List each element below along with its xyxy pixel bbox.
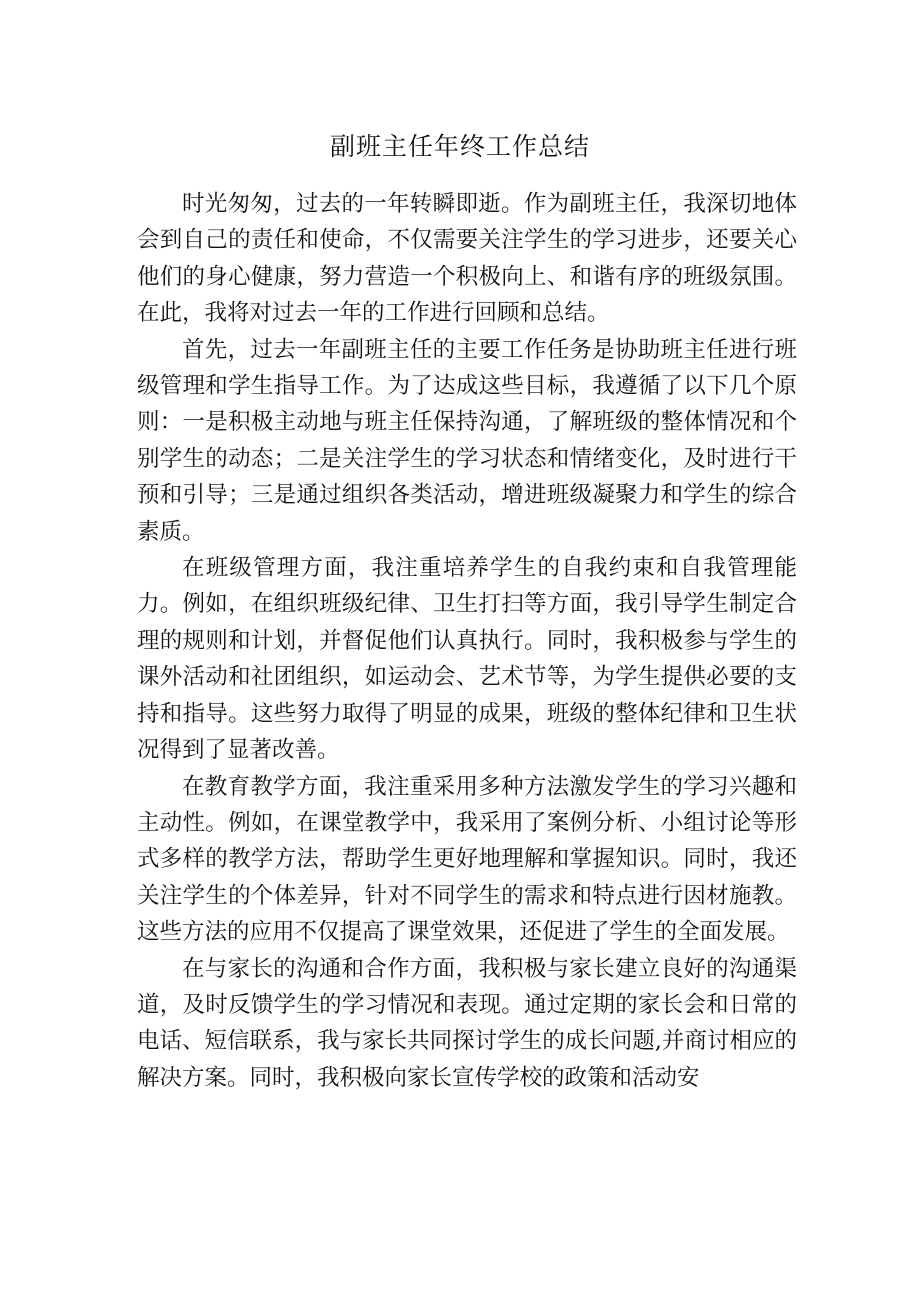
- document-title: 副班主任年终工作总结: [329, 132, 590, 161]
- paragraph-3: 在班级管理方面，我注重培养学生的自我约束和自我管理能力。例如，在组织班级纪律、卫生打扫等方面，我引导学生制定合理的规则和计划，并督促他们认真执行。同时，我积极参与学生的课外活动和社团组织，如运动会、艺术节等，为学生提供必要的支持和指导。这些努力取得了明显的成果，班级的整体纪律和卫生状况得到了显著改善。: [137, 555, 797, 764]
- paragraph-1: 时光匆匆，过去的一年转瞬即逝。作为副班主任，我深切地体会到自己的责任和使命，不仅需要关注学生的学习进步，还要关心他们的身心健康，努力营造一个积极向上、和谐有序的班级氛围。在此，我将对过去一年的工作进行回顾和总结。: [137, 191, 797, 327]
- paragraph-5: 在与家长的沟通和合作方面，我积极与家长建立良好的沟通渠道，及时反馈学生的学习情况和表现。通过定期的家长会和日常的电话、短信联系，我与家长共同探讨学生的成长问题,并商讨相应的解决方案。同时，我积极向家长宣传学校的政策和活动安: [137, 955, 797, 1091]
- paragraph-2: 首先，过去一年副班主任的主要工作任务是协助班主任进行班级管理和学生指导工作。为了达成这些目标，我遵循了以下几个原则：一是积极主动地与班主任保持沟通，了解班级的整体情况和个别学生的动态；二是关注学生的学习状态和情绪变化，及时进行干预和引导；三是通过组织各类活动，增进班级凝聚力和学生的综合素质。: [137, 336, 797, 545]
- paragraph-4: 在教育教学方面，我注重采用多种方法激发学生的学习兴趣和主动性。例如，在课堂教学中，我采用了案例分析、小组讨论等形式多样的教学方法，帮助学生更好地理解和掌握知识。同时，我还关注学生的个体差异，针对不同学生的需求和特点进行因材施教。这些方法的应用不仅提高了课堂效果，还促进了学生的全面发展。: [137, 773, 797, 946]
- document-body: [137, 186, 797, 1096]
